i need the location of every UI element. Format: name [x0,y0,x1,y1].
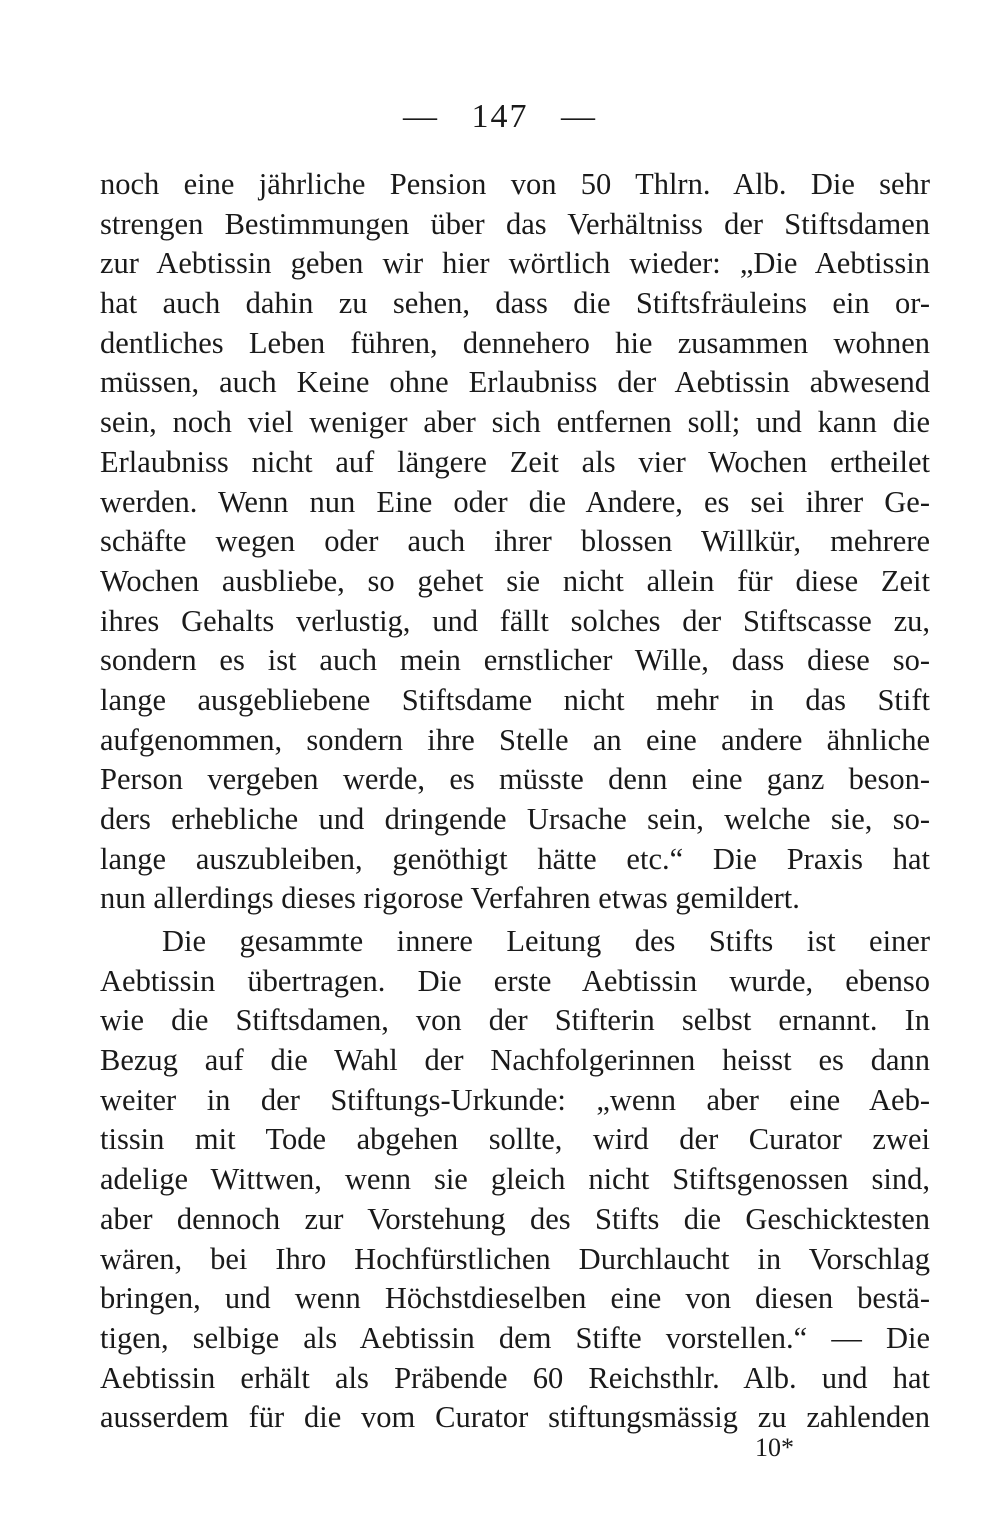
text-line: strengen Bestimmungen über das Verhältniss der Stiftsdamen [100,206,930,241]
text-line: wären, bei Ihro Hochfürstlichen Durchlaucht in Vorschlag [100,1241,930,1276]
text-line: müssen, auch Keine ohne Erlaubniss der Aebtissin abwesend [100,365,930,400]
paragraph-1 [100,165,930,919]
text-line: wie die Stiftsdamen, von der Stifterin selbst ernannt. In [100,1003,930,1038]
text-line: lange ausgebliebene Stiftsdame nicht mehr in das Stift [100,682,930,717]
text-line: werden. Wenn nun Eine oder die Andere, es sei ihrer Ge- [100,484,930,519]
text-line: Person vergeben werde, es müsste denn eine ganz beson- [100,762,930,797]
text-line: Erlaubniss nicht auf längere Zeit als vier Wochen ertheilet [100,444,930,479]
text-line: Die gesammte innere Leitung des Stifts ist einer [162,924,930,958]
text-line: aufgenommen, sondern ihre Stelle an eine andere ähnliche [100,722,930,757]
text-line: nun allerdings dieses rigorose Verfahren etwas gemildert. [100,881,800,916]
text-line: bringen, und wenn Höchstdieselben eine von diesen bestä- [100,1281,930,1316]
text-line: hat auch dahin zu sehen, dass die Stiftsfräuleins ein or- [100,286,930,321]
text-line: weiter in der Stiftungs-Urkunde: „wenn aber eine Aeb- [100,1082,930,1117]
text-line: Aebtissin erhält als Präbende 60 Reichsthlr. Alb. und hat [100,1360,930,1395]
text-line: ihres Gehalts verlustig, und fällt solches der Stiftscasse zu, [100,603,930,638]
text-line: Bezug auf die Wahl der Nachfolgerinnen heisst es dann [100,1043,930,1078]
signature-mark: 10* [755,1433,794,1462]
text-line: sondern es ist auch mein ernstlicher Wille, dass diese so- [100,643,930,678]
text-line: dentliches Leben führen, dennehero hie zusammen wohnen [100,325,930,360]
text-line: zur Aebtissin geben wir hier wörtlich wieder: „Die Aebtissin [100,246,930,281]
text-line: adelige Wittwen, wenn sie gleich nicht Stiftsgenossen sind, [100,1162,930,1197]
paragraph-2 [100,922,930,1438]
text-line: noch eine jährliche Pension von 50 Thlrn. Alb. Die sehr [100,167,930,201]
text-line: ausserdem für die vom Curator stiftungsmässig zu zahlenden [100,1400,930,1435]
text-line: tissin mit Tode abgehen sollte, wird der Curator zwei [100,1122,930,1157]
header-dash-right: — [561,98,597,135]
text-line: sein, noch viel weniger aber sich entfernen soll; und kann die [100,405,930,440]
text-line: aber dennoch zur Vorstehung des Stifts die Geschicktesten [100,1201,930,1236]
text-line: Aebtissin übertragen. Die erste Aebtissin wurde, ebenso [100,963,930,998]
text-line: ders erhebliche und dringende Ursache sein, welche sie, so- [100,802,930,836]
text-line: tigen, selbige als Aebtissin dem Stifte vorstellen.“ — Die [100,1320,930,1355]
text-line: lange auszubleiben, genöthigt hätte etc.“ Die Praxis hat [100,841,930,876]
page-header [0,98,1000,136]
text-line: Wochen ausbliebe, so gehet sie nicht allein für diese Zeit [100,563,930,598]
text-line: schäfte wegen oder auch ihrer blossen Willkür, mehrere [100,524,930,559]
page-number: 147 [471,98,529,135]
header-dash-left: — [403,98,439,135]
